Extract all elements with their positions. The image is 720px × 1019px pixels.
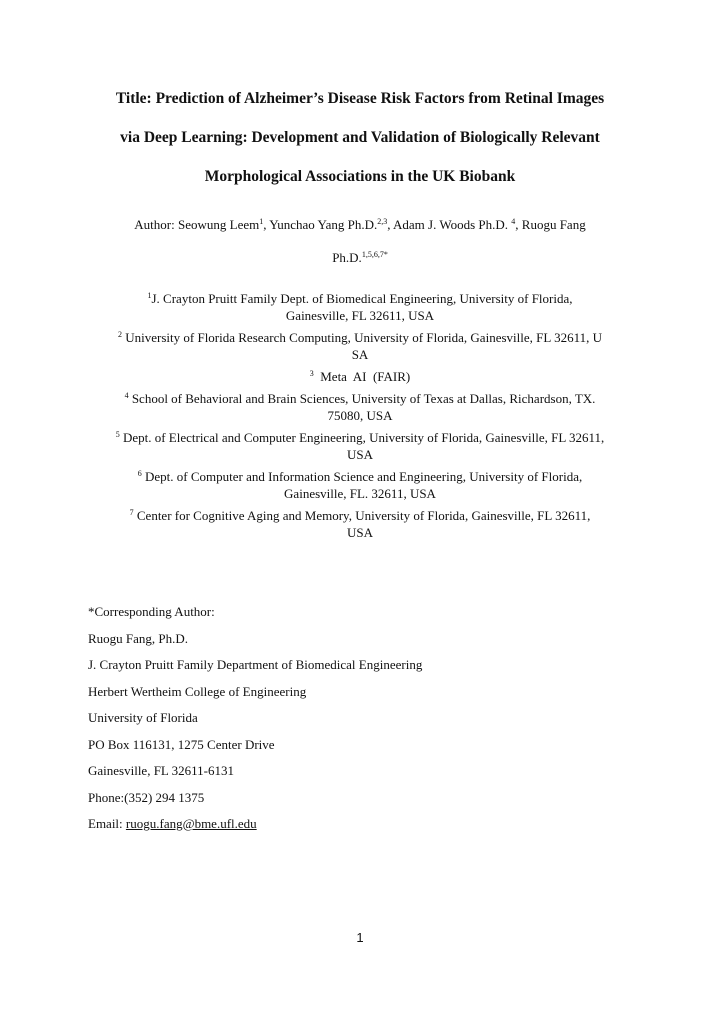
affiliation-marker: 3	[309, 369, 314, 378]
affiliation-continued: SA	[351, 347, 369, 362]
author-prefix: Author:	[134, 217, 178, 232]
corresponding-author-block	[88, 599, 422, 838]
affiliation-text: Center for Cognitive Aging and Memory, University of Florida, Gainesville, FL 32611,	[133, 508, 591, 523]
contact-po-box: PO Box 116131, 1275 Center Drive	[88, 736, 275, 752]
page-number: 1	[356, 930, 364, 945]
affiliation-item	[80, 468, 640, 502]
affiliation-continued: 75080, USA	[327, 408, 393, 423]
affiliation-marker: 4	[124, 391, 129, 400]
corresponding-heading: *Corresponding Author:	[88, 604, 215, 619]
email-label: Email:	[88, 816, 126, 831]
author-3-affil: 4	[511, 217, 516, 226]
title-line-1: Title: Prediction of Alzheimer’s Disease Risk Factors from Retinal Images	[115, 90, 605, 107]
affiliation-marker: 6	[137, 469, 142, 478]
email-link[interactable]: ruogu.fang@bme.ufl.edu	[125, 816, 257, 831]
affiliation-item	[80, 429, 640, 463]
affiliation-text: Meta AI (FAIR)	[313, 369, 411, 384]
affiliation-continued: USA	[346, 525, 373, 540]
affiliation-item	[80, 368, 640, 385]
author-line-1	[80, 208, 640, 241]
contact-department: J. Crayton Pruitt Family Department of Biomedical Engineering	[88, 657, 423, 672]
title-line-2: via Deep Learning: Development and Validation of Biologically Relevant	[120, 129, 600, 146]
contact-name: Ruogu Fang, Ph.D.	[88, 630, 189, 646]
contact-college: Herbert Wertheim College of Engineering	[88, 683, 307, 699]
affiliation-list	[80, 290, 640, 546]
contact-university: University of Florida	[88, 710, 198, 725]
author-3-name: , Adam J. Woods Ph.D.	[387, 217, 512, 232]
affiliation-marker: 1	[147, 291, 152, 300]
affiliation-marker: 5	[115, 430, 120, 439]
author-2-affil: 2,3	[377, 217, 388, 226]
paper-title	[60, 79, 660, 196]
affiliation-item	[80, 290, 640, 324]
affiliation-item	[80, 329, 640, 363]
affiliation-text: J. Crayton Pruitt Family Dept. of Biomedical Engineering, University of Florida,	[151, 291, 573, 306]
contact-phone: Phone:(352) 294 1375	[88, 789, 205, 805]
affiliation-marker: 2	[118, 330, 122, 339]
author-4-affil: 1,5,6,7*	[361, 250, 388, 259]
author-4-degree: Ph.D.	[332, 250, 362, 265]
contact-email-row	[88, 811, 422, 838]
affiliation-item	[80, 507, 640, 541]
affiliation-text: Dept. of Computer and Information Science and Engineering, University of Florida,	[141, 469, 583, 484]
author-2-name: , Yunchao Yang Ph.D.	[263, 217, 378, 232]
author-4-name: , Ruogu Fang	[515, 217, 586, 232]
affiliation-continued: Gainesville, FL. 32611, USA	[284, 486, 436, 501]
author-1-name: Seowung Leem	[178, 217, 260, 232]
affiliation-text: Dept. of Electrical and Computer Engineering, University of Florida, Gainesville, FL 32611,	[119, 430, 605, 445]
affiliation-continued: Gainesville, FL 32611, USA	[285, 308, 435, 323]
affiliation-text: University of Florida Research Computing, University of Florida, Gainesville, FL 32611, U	[122, 330, 602, 345]
author-1-affil: 1	[259, 217, 264, 226]
contact-city: Gainesville, FL 32611-6131	[88, 763, 234, 778]
affiliation-text: School of Behavioral and Brain Sciences, University of Texas at Dallas, Richardson, TX.	[128, 391, 596, 406]
affiliation-continued: USA	[346, 447, 373, 462]
affiliation-marker: 7	[129, 508, 134, 517]
title-line-3: Morphological Associations in the UK Biobank	[204, 168, 516, 185]
affiliation-item	[80, 390, 640, 424]
author-list	[80, 208, 640, 274]
author-line-2	[80, 241, 640, 274]
